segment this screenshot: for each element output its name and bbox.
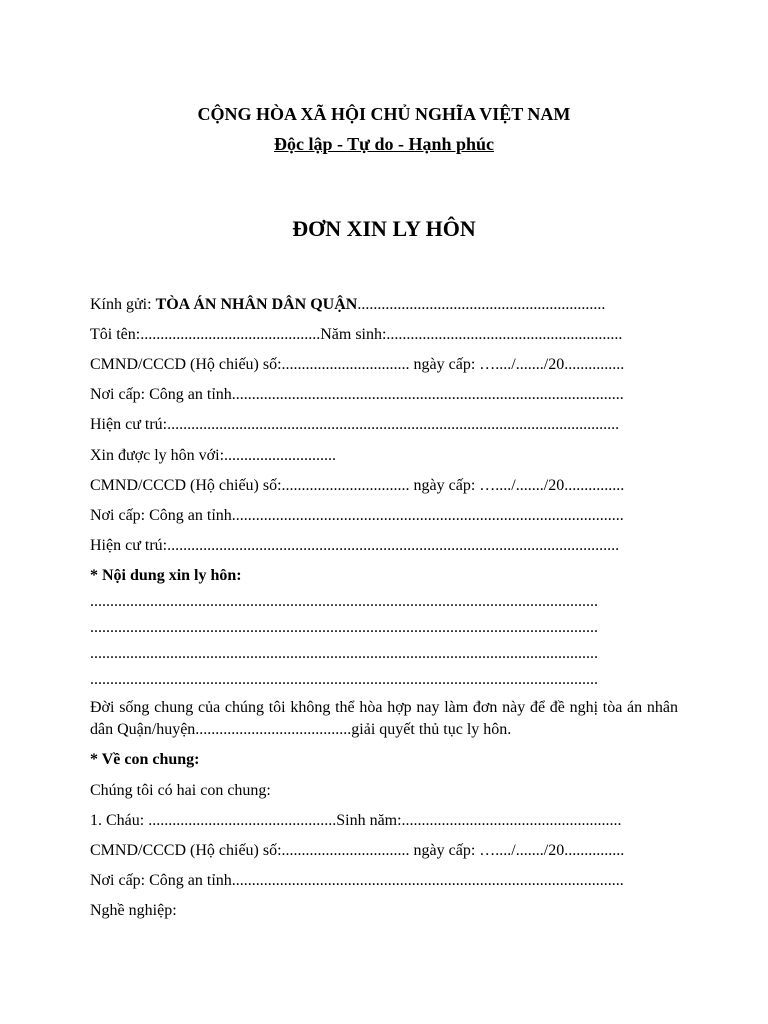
- recipient-dots: ..............................................................: [357, 296, 606, 313]
- issued-line-2: Nơi cấp: Công an tỉnh..................................................................................................: [90, 507, 624, 524]
- divorce-with-line: Xin được ly hôn với:............................: [90, 447, 337, 464]
- national-motto: Độc lập - Tự do - Hạnh phúc: [273, 134, 495, 154]
- nation-title: CỘNG HÒA XÃ HỘI CHỦ NGHĨA VIỆT NAM: [197, 104, 571, 124]
- statement-paragraph: Đời sống chung của chúng tôi không thể hòa hợp nay làm đơn này để đề nghị tòa án nhân dân Quận/huyện.......................................giải quyết thủ tục ly hôn.: [90, 699, 678, 738]
- name-line: Tôi tên:.............................................Năm sinh:...........................................................: [90, 326, 623, 343]
- national-header: [0, 101, 768, 157]
- recipient-prefix: Kính gửi:: [90, 296, 156, 313]
- issued-line-1: Nơi cấp: Công an tỉnh..................................................................................................: [90, 386, 624, 403]
- dots-line-1: ...............................................................................................................................: [90, 593, 598, 610]
- dots-line-2: ...............................................................................................................................: [90, 619, 598, 636]
- id-line-1: CMND/CCCD (Hộ chiếu) số:................................ ngày cấp: …..../......./20...............: [90, 356, 625, 373]
- occupation-line: Nghề nghiệp:: [90, 902, 177, 919]
- dots-line-3: ...............................................................................................................................: [90, 645, 598, 662]
- children-intro: Chúng tôi có hai con chung:: [90, 782, 271, 799]
- content-heading: * Nội dung xin ly hôn:: [90, 567, 242, 584]
- issued-line-3: Nơi cấp: Công an tỉnh..................................................................................................: [90, 872, 624, 889]
- children-heading: * Về con chung:: [90, 751, 200, 768]
- dots-line-4: ...............................................................................................................................: [90, 671, 598, 688]
- document-title: ĐƠN XIN LY HÔN: [292, 216, 476, 241]
- residence-line-1: Hiện cư trú:.................................................................................................................: [90, 416, 620, 433]
- recipient-name: TÒA ÁN NHÂN DÂN QUẬN: [155, 296, 358, 313]
- id-line-2: CMND/CCCD (Hộ chiếu) số:................................ ngày cấp: …..../......./20...............: [90, 477, 625, 494]
- id-line-3: CMND/CCCD (Hộ chiếu) số:................................ ngày cấp: …..../......./20...............: [90, 842, 625, 859]
- residence-line-2: Hiện cư trú:.................................................................................................................: [90, 537, 620, 554]
- recipient-line: [90, 295, 678, 315]
- child-1-line: 1. Cháu: ...............................................Sinh năm:.......................................................: [90, 812, 622, 829]
